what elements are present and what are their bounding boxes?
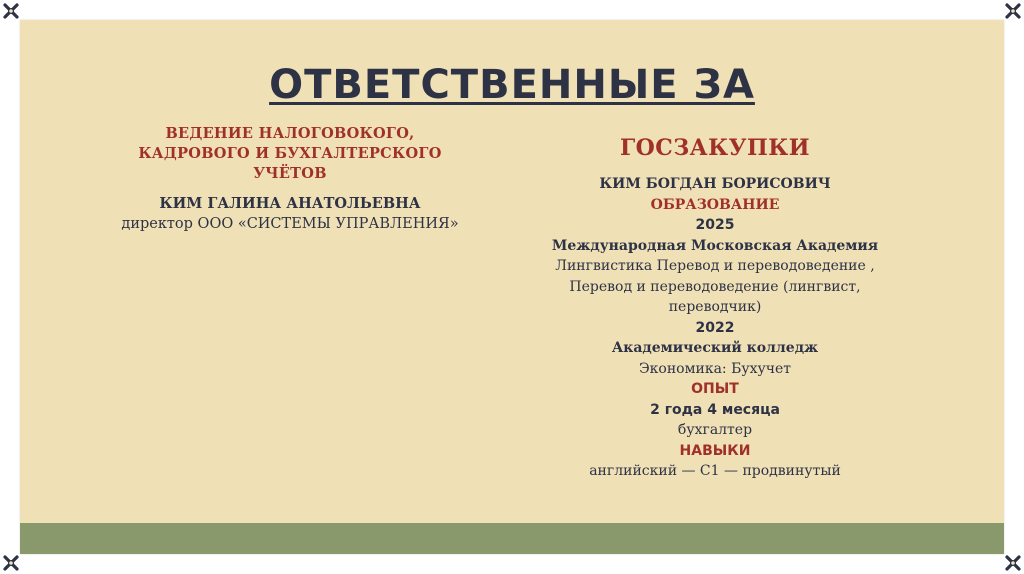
left-heading: ВЕДЕНИЕ НАЛОГОВОКОГО, КАДРОВОГО И БУХГАЛТЕРСКОГО УЧЁТОВ [138,125,442,182]
education-year-1: 2025 [695,217,735,233]
education-program-2: Экономика: Бухучет [638,360,792,377]
education-program-1-line-2: Перевод и переводоведение (лингвист, [569,278,861,295]
right-heading: ГОСЗАКУПКИ [619,135,811,161]
left-person-role: директор ООО «СИСТЕМЫ УПРАВЛЕНИЯ» [121,216,459,232]
skills-value: английский — C1 — продвинутый [589,463,841,479]
bottom-band [20,523,1004,554]
ornament-cross-icon [2,554,20,572]
right-person-name: КИМ БОГДАН БОРИСОВИЧ [599,176,831,192]
education-program-1-line-3: переводчик) [668,299,762,315]
education-year-2: 2022 [695,319,735,336]
right-column [500,132,930,482]
education-program-1-line-1: Лингвистика Перевод и переводоведение , [555,258,875,274]
experience-role: бухгалтер [677,422,753,438]
education-label: ОБРАЗОВАНИЕ [650,196,780,213]
skills-label: НАВЫКИ [679,442,751,459]
slide-title: ОТВЕТСТВЕННЫЕ ЗА [269,62,755,108]
ornament-cross-icon [2,2,20,20]
left-column [80,124,500,234]
experience-label: ОПЫТ [691,381,739,397]
ornament-cross-icon [1004,554,1022,572]
education-school-1: Международная Московская Академия [551,237,879,254]
ornament-cross-icon [1004,2,1022,20]
experience-duration: 2 года 4 месяца [650,401,780,418]
left-person-name: КИМ ГАЛИНА АНАТОЛЬЕВНА [159,195,421,212]
education-school-2: Академический колледж [611,340,819,356]
